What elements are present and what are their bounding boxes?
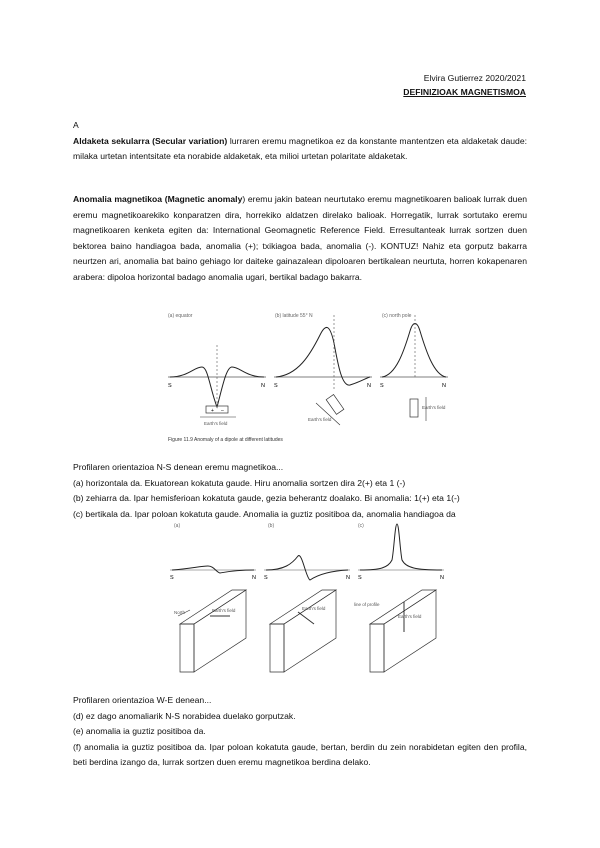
- profile-ns-item-a: (a) horizontala da. Ekuatorean kokatuta gaude. Hiru anomalia sortzen dira 2(+) eta 1 (-): [73, 477, 406, 488]
- fig2-curve-a: [172, 566, 254, 573]
- panel-b-s: S: [274, 383, 278, 389]
- panel-b-label: (b) latitude 55° N: [275, 313, 313, 319]
- svg-text:+: +: [211, 408, 214, 414]
- panel-c-n: N: [442, 383, 446, 389]
- fig2-curve-b: [266, 556, 348, 580]
- panel-c-dipole: [410, 399, 418, 417]
- svg-text:N: N: [346, 575, 350, 581]
- svg-text:N: N: [440, 575, 444, 581]
- secular-text: lurraren eremu magnetikoa ez da konstante mantentzen eta aldaketak daude: milaka urtetan intentsitate eta norabide aldaketak, eta milioi urtetan polaritate aldaketak.: [73, 135, 527, 162]
- panel-c-s: S: [380, 383, 384, 389]
- fig2-panel-a: (a): [174, 523, 181, 529]
- fig2-panel-b: (b): [268, 523, 275, 529]
- profile-ns-item-c: (c) bertikala da. Ipar poloan kokatuta gaude. Anomalia ia guztiz positiboa da, anomalia handiagoa da: [73, 508, 456, 519]
- fig2-field-label-a: Earth's field: [212, 608, 236, 613]
- panel-b-field-label: Earth's field: [308, 417, 332, 422]
- panel-a-field-label: Earth's field: [204, 421, 228, 426]
- profile-we-item-f: (f) anomalia ia guztiz positiboa da. Ipar poloan kokatuta gaude, bertan, berdin du zein norabidetan egiten den profila, beti berdina izango da, lurrak sortzen duen eremu magnetikoa berdina delako.: [73, 741, 527, 768]
- document-title: DEFINIZIOAK MAGNETISMOA: [403, 87, 526, 97]
- svg-text:N: N: [252, 575, 256, 581]
- panel-c-field-label: Earth's field: [422, 405, 446, 410]
- panel-a-s: S: [168, 383, 172, 389]
- svg-text:S: S: [170, 575, 174, 581]
- svg-text:–: –: [221, 408, 224, 414]
- fig2-panel-c: (c): [358, 523, 364, 529]
- panel-a-label: (a) equator: [168, 313, 193, 319]
- panel-b-n: N: [367, 383, 371, 389]
- fig2-field-label-b: Earth's field: [302, 606, 326, 611]
- svg-text:S: S: [358, 575, 362, 581]
- panel-c-curve: [382, 324, 446, 378]
- anomaly-term: Anomalia magnetikoa (Magnetic anomaly: [73, 194, 243, 204]
- section-a: [73, 118, 527, 165]
- profile-we-section: [73, 693, 527, 771]
- profile-ns-section: [73, 460, 527, 522]
- panel-b-curve: [276, 327, 370, 385]
- dipole-latitude-figure: [160, 305, 450, 445]
- fig2-dike-b: [270, 590, 336, 672]
- fig2-field-label-c: Earth's field: [398, 614, 422, 619]
- svg-text:S: S: [264, 575, 268, 581]
- section-letter: A: [73, 120, 79, 130]
- north-label: North: [174, 610, 186, 615]
- fig2-curve-c: [360, 524, 442, 570]
- dike-anomaly-figure: [160, 520, 450, 678]
- magnetic-anomaly-paragraph: [73, 192, 527, 286]
- line-of-profile-label: line of profile: [354, 602, 380, 607]
- figure-caption: Figure 11.9 Anomaly of a dipole at different latitudes: [168, 437, 283, 443]
- author-line: Elvira Gutierrez 2020/2021: [423, 73, 526, 83]
- fig2-dike-a: [180, 590, 246, 672]
- secular-variation-paragraph: [73, 134, 527, 165]
- profile-ns-item-b: (b) zehiarra da. Ipar hemisferioan kokatuta gaude, gezia beherantz doalako. Bi anomalia: 1(+) eta 1(-): [73, 493, 460, 504]
- profile-we-item-e: (e) anomalia ia guztiz positiboa da.: [73, 726, 206, 737]
- anomaly-text: ) eremu jakin batean neurtutako eremu magnetikoaren balioak lurrak duen eremu magnetikoarekiko konparatzen dira, horrekiko aldatzen direlako balioak. Horregatik, lurrak sortutako eremu magnetikoaren kenketa egiten da: International Geomagnetic Reference Field. Erresultanteak lurrak sortzen duen bektorea baino handiagoa bada, anomalia (+); txikiagoa bada, anomalia (-). KONTUZ! Nahiz eta gorputz bakarra neurtzen ari, anomalia bat baino gehiago lor daiteke gainazalean dipoloaren bertikalean neurtuta, horren kokapenaren arabera: dipoloa horizontal badago anomalia ugari, bertikal badago bakarra.: [73, 194, 528, 282]
- panel-b-dipole: [326, 395, 344, 415]
- profile-we-item-d: (d) ez dago anomaliarik N-S norabidea duelako gorputzak.: [73, 710, 296, 721]
- secular-term: Aldaketa sekularra (Secular variation): [73, 135, 228, 146]
- panel-a-n: N: [261, 383, 265, 389]
- fig2-dike-c: [370, 590, 436, 672]
- panel-c-label: (c) north pole: [382, 313, 412, 319]
- profile-we-intro: Profilaren orientazioa W-E denean...: [73, 695, 212, 705]
- profile-ns-intro: Profilaren orientazioa N-S denean eremu magnetikoa...: [73, 462, 284, 472]
